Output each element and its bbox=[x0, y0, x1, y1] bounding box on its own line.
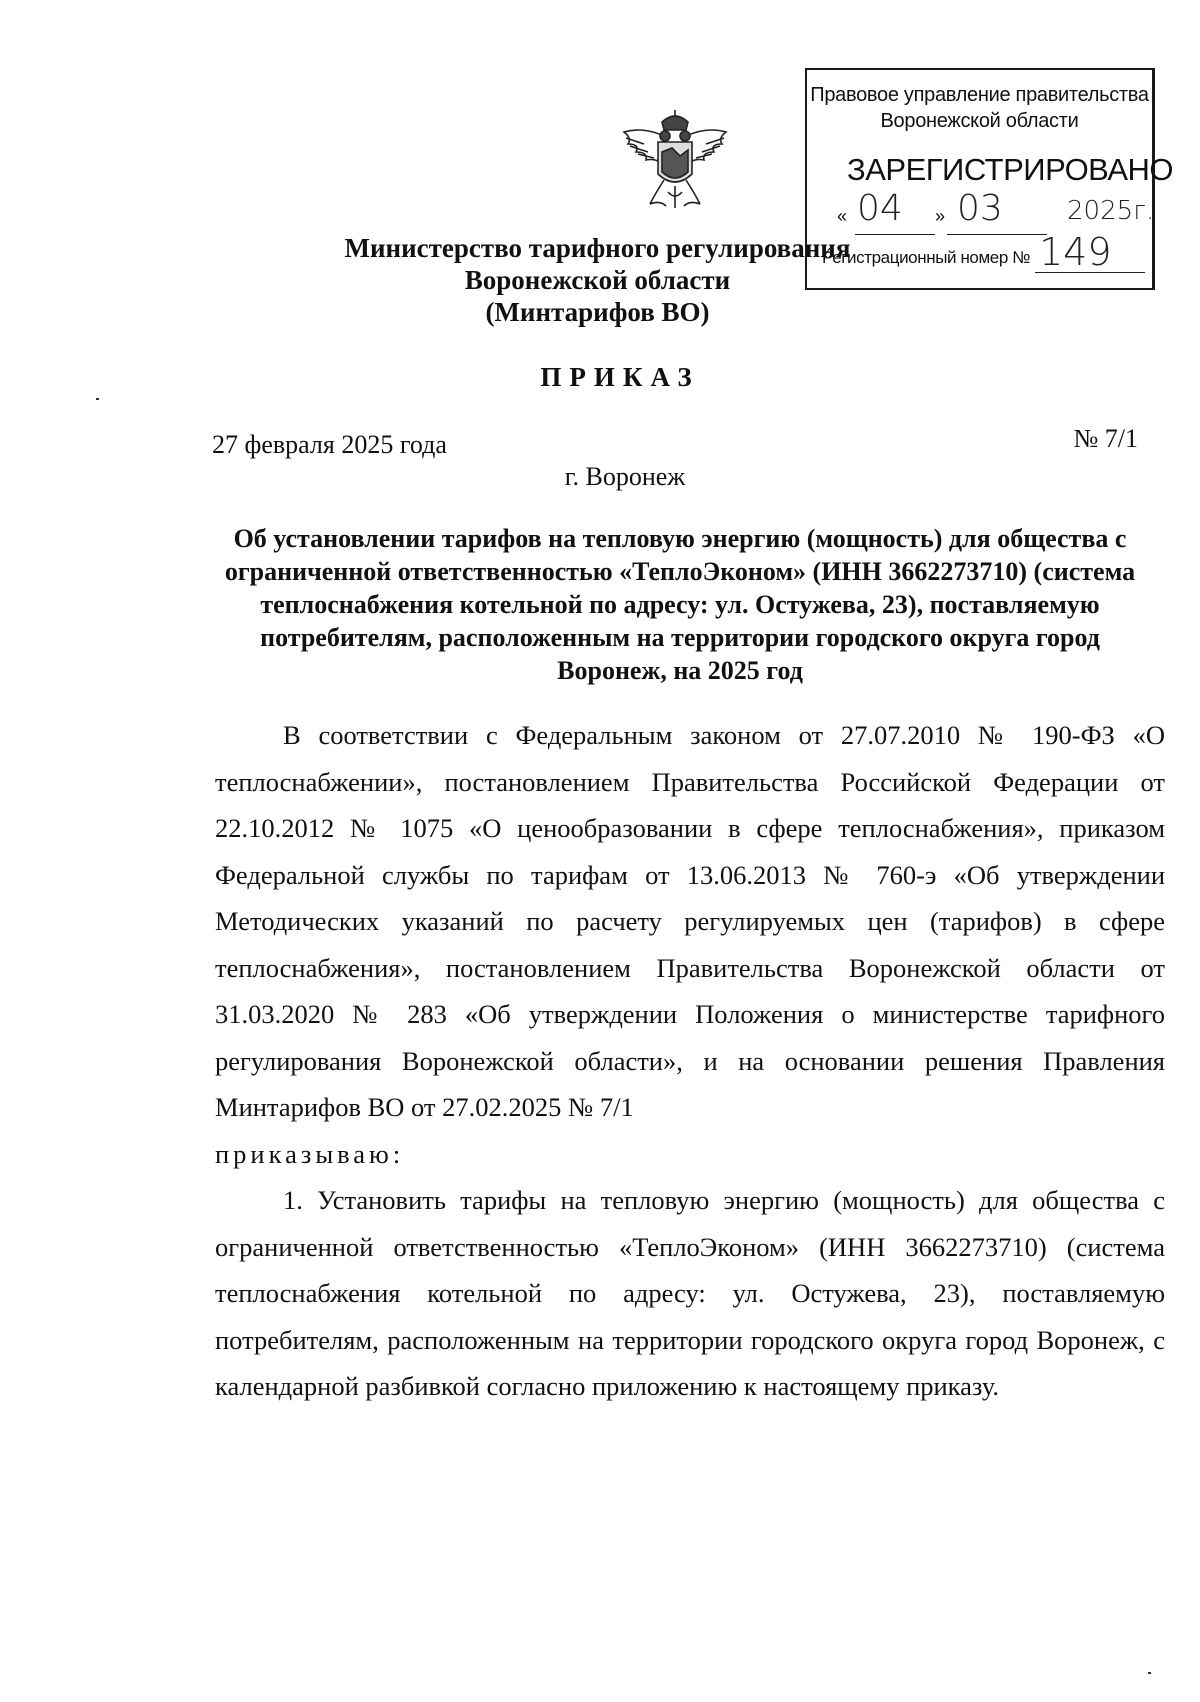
order-word: приказываю: bbox=[215, 1138, 405, 1169]
stamp-title: ЗАРЕГИСТРИРОВАНО bbox=[847, 152, 1174, 187]
stamp-regno-label: Регистрационный номер № bbox=[822, 248, 1031, 267]
stamp-day-underline bbox=[855, 234, 935, 235]
document-type-title: ПРИКАЗ bbox=[540, 362, 700, 392]
document-date: 27 февраля 2025 года bbox=[212, 430, 447, 459]
ministry-line1: Министерство тарифного регулирования bbox=[344, 233, 851, 263]
stamp-month-underline bbox=[947, 234, 1047, 235]
document-subject: Об установлении тарифов на тепловую энергию (мощность) для общества с ограниченной ответственностью «ТеплоЭконом» (ИНН 3662273710) (система теплоснабжения котельной по адресу: ул. Остужева, 23), поставляемую потребителям, расположенным на территории городского округа город Воронеж, на 2025 год bbox=[224, 524, 1136, 685]
stamp-close-quote: » bbox=[935, 206, 946, 226]
stamp-organization bbox=[807, 82, 1152, 134]
stamp-day: 04 bbox=[857, 188, 903, 229]
stamp-org-line1: Правовое управление правительства bbox=[810, 84, 1149, 106]
stamp-year: 2025г. bbox=[1067, 196, 1155, 226]
document-city: г. Воронеж bbox=[564, 462, 686, 491]
scan-speck bbox=[1148, 1672, 1151, 1674]
ministry-line3: (Минтарифов ВО) bbox=[485, 297, 710, 327]
coat-of-arms-icon bbox=[610, 108, 740, 213]
document-body bbox=[215, 712, 1165, 1410]
stamp-regno-underline bbox=[1035, 272, 1145, 273]
scan-speck bbox=[96, 398, 99, 400]
item-1-paragraph: 1. Установить тарифы на тепловую энергию (мощность) для общества с ограниченной ответственностью «ТеплоЭконом» (ИНН 3662273710) (система теплоснабжения котельной по адресу: ул. Остужева, 23), поставляемую потребителям, расположенным на территории городского округа город Воронеж, с календарной разбивкой согласно приложению к настоящему приказу. bbox=[215, 1185, 1165, 1401]
stamp-month: 03 bbox=[957, 188, 1003, 229]
ministry-header bbox=[330, 232, 865, 328]
stamp-open-quote: « bbox=[837, 206, 848, 226]
preamble-paragraph: В соответствии с Федеральным законом от 27.07.2010 № 190-ФЗ «О теплоснабжении», постановлением Правительства Российской Федерации от 22.10.2012 № 1075 «О ценообразовании в сфере теплоснабжения», приказом Федеральной службы по тарифам от 13.06.2013 № 760-э «Об утверждении Методических указаний по расчету регулируемых цен (тарифов) в сфере теплоснабжения», постановлением Правительства Воронежской области от 31.03.2020 № 283 «Об утверждении Положения о министерстве тарифного регулирования Воронежской области», и на основании решения Правления Минтарифов ВО от 27.02.2025 № 7/1 bbox=[215, 720, 1165, 1122]
stamp-regno-value: 149 bbox=[1039, 230, 1112, 274]
stamp-org-line2: Воронежской области bbox=[880, 110, 1079, 132]
ministry-line2: Воронежской области bbox=[464, 265, 731, 295]
document-number: № 7/1 bbox=[1073, 424, 1138, 453]
